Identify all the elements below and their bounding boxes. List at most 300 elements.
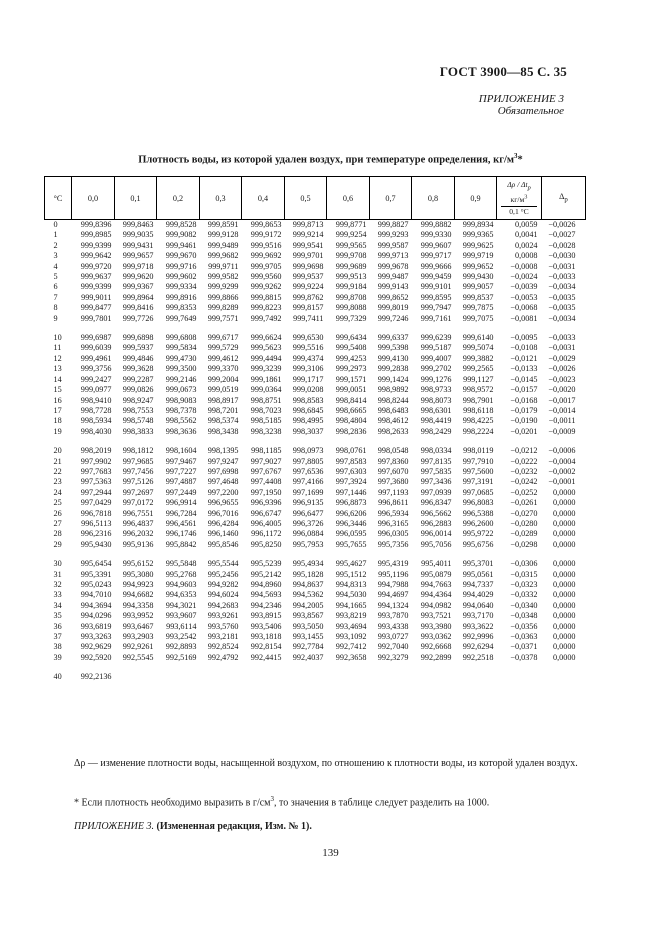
density-cell: 999,3239: [250, 364, 282, 374]
table-row: [45, 519, 586, 529]
density-cell: 999,8223: [250, 303, 282, 313]
density-cell: 999,7246: [377, 313, 409, 323]
table-row: [45, 241, 586, 251]
density-cell: 999,8964: [122, 292, 154, 302]
density-cell: 992,8154: [250, 642, 282, 652]
delta-p-cell: −0,0031: [548, 343, 576, 353]
table-row: [45, 529, 586, 539]
temperature-cell: 11: [53, 343, 62, 353]
density-cell: 998,8751: [250, 395, 282, 405]
density-cell: 999,1717: [292, 374, 324, 384]
delta-p-cell: −0,0011: [548, 416, 576, 426]
density-cell: 994,0296: [80, 611, 112, 621]
density-cell: 999,6898: [122, 333, 154, 343]
temperature-cell: 13: [53, 364, 62, 374]
density-cell: 999,8019: [377, 303, 409, 313]
delta-p-cell: 0,0000: [552, 590, 576, 600]
density-cell: 999,8652: [377, 292, 409, 302]
density-cell: 996,3446: [335, 518, 367, 528]
density-cell: 999,9657: [122, 251, 154, 261]
density-cell: 999,6337: [377, 333, 409, 343]
appendix-label: ПРИЛОЖЕНИЕ 3: [478, 93, 564, 105]
delta-p-cell: 0,0000: [552, 539, 576, 549]
density-cell: 994,3021: [165, 600, 197, 610]
table-row: [45, 540, 586, 550]
density-cell: 999,9334: [165, 282, 197, 292]
delta-p-cell: −0,0002: [548, 466, 576, 476]
density-cell: 994,1324: [377, 600, 409, 610]
density-cell: 999,9625: [462, 240, 494, 250]
density-cell: 996,7818: [80, 508, 112, 518]
density-cell: 997,1699: [292, 487, 324, 497]
density-cell: 999,2427: [80, 374, 112, 384]
density-cell: 999,5834: [165, 343, 197, 353]
density-cell: 994,0982: [420, 600, 452, 610]
density-cell: 995,3080: [122, 569, 154, 579]
density-cell: 998,7728: [80, 405, 112, 415]
table-row: [45, 303, 586, 313]
density-cell: 996,0595: [335, 529, 367, 539]
delta-rate-cell: −0,0081: [510, 313, 538, 323]
delta-rate-cell: −0,0363: [510, 632, 538, 642]
density-cell: 995,6454: [80, 559, 112, 569]
density-cell: 999,4961: [80, 353, 112, 363]
temperature-cell: 31: [53, 569, 62, 579]
density-cell: 996,7016: [207, 508, 239, 518]
density-cell: 999,8353: [165, 303, 197, 313]
density-cell: 995,1196: [378, 569, 409, 579]
delta-p-sub: р: [564, 196, 568, 204]
density-cell: 993,6467: [122, 621, 154, 631]
table-row: [45, 220, 586, 231]
density-cell: 999,2702: [420, 364, 452, 374]
density-cell: 999,3882: [462, 353, 494, 363]
density-cell: [370, 672, 412, 682]
density-cell: 999,1424: [377, 374, 409, 384]
delta-rate-cell: −0,0008: [510, 261, 538, 271]
density-cell: 995,9136: [122, 539, 154, 549]
density-cell: 999,7571: [207, 313, 239, 323]
density-cell: 996,7551: [122, 508, 154, 518]
density-cell: 999,9652: [462, 261, 494, 271]
density-cell: 997,2449: [165, 487, 197, 497]
density-table: [44, 176, 586, 683]
density-cell: 996,5388: [462, 508, 494, 518]
density-cell: 997,7227: [165, 466, 197, 476]
temperature-cell: 34: [53, 600, 62, 610]
density-cell: 999,9602: [165, 272, 197, 282]
density-cell: 995,4627: [335, 559, 367, 569]
delta-rate-cell: −0,0270: [510, 508, 538, 518]
density-cell: 995,6152: [122, 559, 154, 569]
delta-rate-unit: [511, 195, 528, 204]
density-cell: 999,1127: [463, 374, 494, 384]
temperature-cell: 26: [53, 508, 62, 518]
density-cell: 996,1746: [165, 529, 197, 539]
table-group-gap: [45, 663, 586, 672]
density-cell: 998,8917: [207, 395, 239, 405]
density-cell: 999,8088: [335, 303, 367, 313]
density-cell: 997,9467: [165, 456, 197, 466]
density-cell: 998,2019: [80, 446, 112, 456]
density-cell: 993,2542: [165, 632, 197, 642]
density-cell: 996,2883: [420, 518, 452, 528]
density-cell: 996,5934: [377, 508, 409, 518]
density-cell: 999,9713: [377, 251, 409, 261]
density-cell: 992,4792: [207, 652, 239, 662]
delta-p-cell: 0,0000: [552, 611, 576, 621]
density-cell: 998,9572: [462, 385, 494, 395]
density-cell: 997,4648: [207, 477, 239, 487]
table-row: [45, 272, 586, 282]
density-cell: 999,9719: [462, 251, 494, 261]
density-cell: 995,5239: [250, 559, 282, 569]
density-cell: 998,2429: [420, 426, 452, 436]
density-cell: 999,8463: [122, 220, 154, 229]
header-delta-rate: [497, 177, 542, 220]
density-cell: 999,9254: [335, 230, 367, 240]
temperature-cell: 7: [53, 292, 58, 302]
density-cell: 994,2683: [207, 600, 239, 610]
table-row: [45, 343, 586, 353]
density-cell: 995,7056: [420, 539, 452, 549]
density-cell: [455, 672, 497, 682]
density-cell: 999,8591: [207, 220, 239, 229]
density-cell: 999,9565: [335, 240, 367, 250]
density-cell: 994,6353: [165, 590, 197, 600]
density-cell: 995,9430: [80, 539, 112, 549]
density-cell: 993,6819: [80, 621, 112, 631]
density-cell: 999,6530: [292, 333, 324, 343]
density-cell: 997,8805: [292, 456, 324, 466]
density-cell: 998,7901: [462, 395, 494, 405]
delta-rate-cell: −0,0289: [510, 529, 538, 539]
delta-p-cell: 0,0000: [552, 569, 576, 579]
delta-p-cell: 0,0000: [552, 642, 576, 652]
delta-p-cell: −0,0006: [548, 446, 576, 456]
density-cell: 999,7649: [165, 313, 197, 323]
density-cell: 993,1455: [292, 632, 324, 642]
delta-rate-cell: −0,0179: [510, 405, 538, 415]
density-cell: 996,3726: [292, 518, 324, 528]
header-col-6: 0,6: [327, 177, 370, 220]
table-title-footnote-mark: *: [517, 154, 523, 166]
delta-rate-cell: −0,0168: [510, 395, 538, 405]
delta-p-cell: 0,0000: [552, 632, 576, 642]
density-cell: 998,3238: [250, 426, 282, 436]
temperature-cell: 32: [53, 580, 62, 589]
density-cell: 998,9247: [122, 395, 154, 405]
density-cell: 997,2944: [80, 487, 112, 497]
delta-rate-cell: −0,0121: [510, 353, 538, 363]
delta-p-cell: [542, 672, 586, 682]
density-cell: 993,7870: [377, 611, 409, 621]
density-cell: 995,2456: [207, 569, 239, 579]
density-cell: 992,3658: [335, 652, 367, 662]
density-cell: [327, 672, 370, 682]
density-cell: 999,9717: [420, 251, 452, 261]
density-cell: 999,8396: [80, 220, 112, 229]
density-cell: 999,7947: [420, 303, 452, 313]
delta-p-cell: −0,0026: [548, 364, 576, 374]
density-cell: 996,4837: [122, 518, 154, 528]
density-cell: 999,9224: [292, 282, 324, 292]
delta-p-cell: −0,0001: [548, 477, 576, 487]
density-cell: 992,5545: [122, 652, 154, 662]
density-cell: 999,8528: [165, 220, 197, 229]
delta-rate-cell: 0,0041: [514, 230, 538, 240]
temperature-cell: 3: [53, 251, 58, 261]
density-cell: 997,1446: [335, 487, 367, 497]
density-cell: 993,1818: [250, 632, 282, 642]
density-cell: 999,9716: [165, 261, 197, 271]
delta-rate-cell: 0,0059: [514, 220, 538, 229]
temperature-cell: 35: [53, 611, 62, 621]
table-row: [45, 293, 586, 303]
density-cell: 995,2768: [165, 569, 197, 579]
delta-p-cell: 0,0000: [552, 529, 576, 539]
density-cell: 993,3980: [420, 621, 452, 631]
density-cell: 996,8083: [462, 498, 494, 508]
table-row: [45, 457, 586, 467]
temperature-cell: 36: [53, 621, 62, 631]
density-cell: 997,2200: [207, 487, 239, 497]
density-cell: 996,4005: [250, 518, 282, 528]
table-group-gap: [45, 550, 586, 559]
density-cell: 996,9135: [292, 498, 324, 508]
density-cell: 997,6767: [250, 466, 282, 476]
density-cell: 992,7412: [335, 642, 367, 652]
density-cell: 995,3391: [80, 569, 112, 579]
density-cell: 992,5920: [80, 652, 112, 662]
delta-p-symbol: Δ: [559, 192, 565, 202]
delta-rate-cell: −0,0232: [510, 466, 538, 476]
density-cell: 998,5934: [80, 416, 112, 426]
density-cell: 999,4253: [335, 353, 367, 363]
density-cell: 998,3037: [292, 426, 324, 436]
density-cell: 999,9642: [80, 251, 112, 261]
header-col-9: 0,9: [455, 177, 497, 220]
density-cell: 998,4030: [80, 426, 112, 436]
density-cell: 999,3628: [122, 364, 154, 374]
amendment-note: [74, 821, 312, 832]
delta-rate-cell: −0,0190: [510, 416, 538, 426]
density-cell: 995,7953: [292, 539, 324, 549]
density-cell: 999,8416: [122, 303, 154, 313]
delta-p-cell: −0,0029: [548, 353, 576, 363]
density-cell: 999,0977: [80, 385, 112, 395]
density-cell: 995,5848: [165, 559, 197, 569]
density-cell: 999,9035: [122, 230, 154, 240]
density-cell: 998,1185: [251, 446, 282, 456]
delta-rate-cell: −0,0340: [510, 600, 538, 610]
density-cell: 998,0973: [292, 446, 324, 456]
density-cell: 995,1512: [335, 569, 367, 579]
density-cell: 993,2181: [207, 632, 239, 642]
footnote-text-b: , то значения в таблице следует разделить на 1000.: [274, 797, 490, 809]
temperature-cell: 18: [53, 416, 62, 426]
density-cell: 998,8073: [420, 395, 452, 405]
density-cell: 999,9718: [122, 261, 154, 271]
density-cell: 992,6668: [420, 642, 452, 652]
density-cell: 997,4887: [165, 477, 197, 487]
density-cell: 992,6294: [462, 642, 494, 652]
density-cell: [157, 672, 200, 682]
density-cell: 994,5362: [292, 590, 324, 600]
density-cell: 999,6624: [250, 333, 282, 343]
density-cell: 999,0673: [165, 385, 197, 395]
header-col-5: 0,5: [285, 177, 327, 220]
header-delta-p: [542, 177, 586, 220]
density-cell: 996,1460: [207, 529, 239, 539]
density-cell: 997,5835: [420, 466, 452, 476]
delta-p-cell: −0,0020: [548, 385, 576, 395]
density-cell: 999,6434: [335, 333, 367, 343]
density-cell: 999,8934: [462, 220, 494, 229]
density-cell: 999,8815: [250, 292, 282, 302]
density-cell: 999,9184: [335, 282, 367, 292]
density-cell: 996,4561: [165, 518, 197, 528]
delta-rate-mid: кг/м: [510, 195, 525, 205]
delta-rate-bottom: 0,1 °С: [501, 206, 537, 217]
density-cell: 996,6747: [250, 508, 282, 518]
density-cell: 999,9537: [292, 272, 324, 282]
temperature-cell: 20: [53, 446, 62, 456]
density-cell: 994,5693: [250, 590, 282, 600]
density-cell: 999,7161: [420, 313, 452, 323]
density-cell: 998,0761: [335, 446, 367, 456]
density-cell: 999,9128: [207, 230, 239, 240]
density-cell: 995,4319: [377, 559, 409, 569]
density-cell: 997,9027: [250, 456, 282, 466]
density-cell: [115, 672, 157, 682]
density-cell: 994,4029: [462, 590, 494, 600]
density-cell: 999,8537: [462, 292, 494, 302]
table-row: [45, 498, 586, 508]
density-cell: [412, 672, 455, 682]
density-cell: 994,3694: [80, 600, 112, 610]
density-cell: 999,9101: [420, 282, 452, 292]
density-cell: [285, 672, 327, 682]
delta-rate-cell: −0,0145: [510, 374, 538, 384]
table-row: [45, 333, 586, 343]
density-cell: 993,7521: [420, 611, 452, 621]
density-cell: 995,9722: [462, 529, 494, 539]
density-cell: 995,1828: [292, 569, 324, 579]
density-cell: 996,3165: [377, 518, 409, 528]
delta-p-cell: −0,0004: [548, 456, 576, 466]
density-cell: 992,4037: [292, 652, 324, 662]
density-cell: 999,9607: [420, 240, 452, 250]
temperature-cell: 30: [53, 559, 62, 569]
density-cell: 996,2032: [122, 529, 154, 539]
delta-p-cell: −0,0035: [548, 292, 576, 302]
density-cell: 997,9247: [207, 456, 239, 466]
density-cell: 999,8595: [420, 292, 452, 302]
header-col-0: 0,0: [72, 177, 115, 220]
density-cell: 999,8477: [80, 303, 112, 313]
density-cell: 996,5662: [420, 508, 452, 518]
density-cell: 996,9396: [250, 498, 282, 508]
delta-rate-cell: −0,0252: [510, 487, 538, 497]
density-cell: 999,9692: [250, 251, 282, 261]
density-cell: 998,0119: [463, 446, 494, 456]
temperature-cell: 23: [53, 477, 62, 487]
header-col-4: 0,4: [242, 177, 285, 220]
density-cell: 998,9410: [80, 395, 112, 405]
density-cell: 999,9057: [462, 282, 494, 292]
density-cell: 999,9367: [122, 282, 154, 292]
table-header-row: [45, 177, 586, 220]
table-row: [45, 632, 586, 642]
density-cell: 999,4130: [377, 353, 409, 363]
temperature-cell: 27: [53, 518, 62, 528]
density-cell: 996,7284: [165, 508, 197, 518]
temperature-cell: 6: [53, 282, 58, 292]
density-cell: 999,9582: [207, 272, 239, 282]
density-cell: 994,7010: [80, 590, 112, 600]
density-cell: 996,1172: [251, 529, 282, 539]
density-cell: 998,7553: [122, 405, 154, 415]
appendix-status: Обязательное: [497, 105, 564, 117]
amendment-text: (Измененная редакция, Изм. № 1).: [156, 821, 312, 832]
table-row: [45, 375, 586, 385]
delta-rate-cell: −0,0024: [510, 272, 538, 282]
density-cell: 998,5748: [122, 416, 154, 426]
density-cell: 997,5363: [80, 477, 112, 487]
density-cell: 999,6039: [80, 343, 112, 353]
temperature-cell: 9: [53, 313, 58, 323]
density-cell: 997,4166: [292, 477, 324, 487]
table-row: [45, 570, 586, 580]
density-cell: 999,4007: [420, 353, 452, 363]
temperature-cell: 2: [53, 240, 58, 250]
header-col-8: 0,8: [412, 177, 455, 220]
density-cell: 994,0640: [462, 600, 494, 610]
density-cell: 996,8347: [420, 498, 452, 508]
density-cell: [200, 672, 242, 682]
density-cell: 993,6114: [166, 621, 197, 631]
density-cell: 995,8842: [165, 539, 197, 549]
density-cell: 995,8546: [207, 539, 239, 549]
density-cell: 999,0519: [207, 385, 239, 395]
density-cell: 999,5516: [292, 343, 324, 353]
density-cell: 999,8762: [292, 292, 324, 302]
delta-p-cell: 0,0000: [552, 518, 576, 528]
density-cell: 998,2633: [377, 426, 409, 436]
delta-rate-cell: 0,0008: [514, 251, 538, 261]
density-cell: 999,8289: [207, 303, 239, 313]
density-cell: 999,5937: [122, 343, 154, 353]
temperature-cell: 17: [53, 405, 62, 415]
density-cell: 992,2136: [80, 672, 112, 682]
delta-p-cell: −0,0033: [548, 272, 576, 282]
density-cell: 999,9666: [420, 261, 452, 271]
temperature-cell: 8: [53, 303, 58, 313]
temperature-cell: 28: [53, 529, 62, 539]
density-cell: 999,9698: [292, 261, 324, 271]
density-cell: 998,0548: [377, 446, 409, 456]
density-cell: 994,6682: [122, 590, 154, 600]
density-cell: 995,5544: [207, 559, 239, 569]
density-cell: 995,0243: [80, 580, 112, 589]
density-cell: 994,2005: [292, 600, 324, 610]
density-cell: 999,4612: [207, 353, 239, 363]
density-cell: 996,9655: [207, 498, 239, 508]
temperature-cell: 33: [53, 590, 62, 600]
temperature-cell: 14: [53, 374, 62, 384]
amendment-label: ПРИЛОЖЕНИЕ 3.: [74, 821, 154, 832]
